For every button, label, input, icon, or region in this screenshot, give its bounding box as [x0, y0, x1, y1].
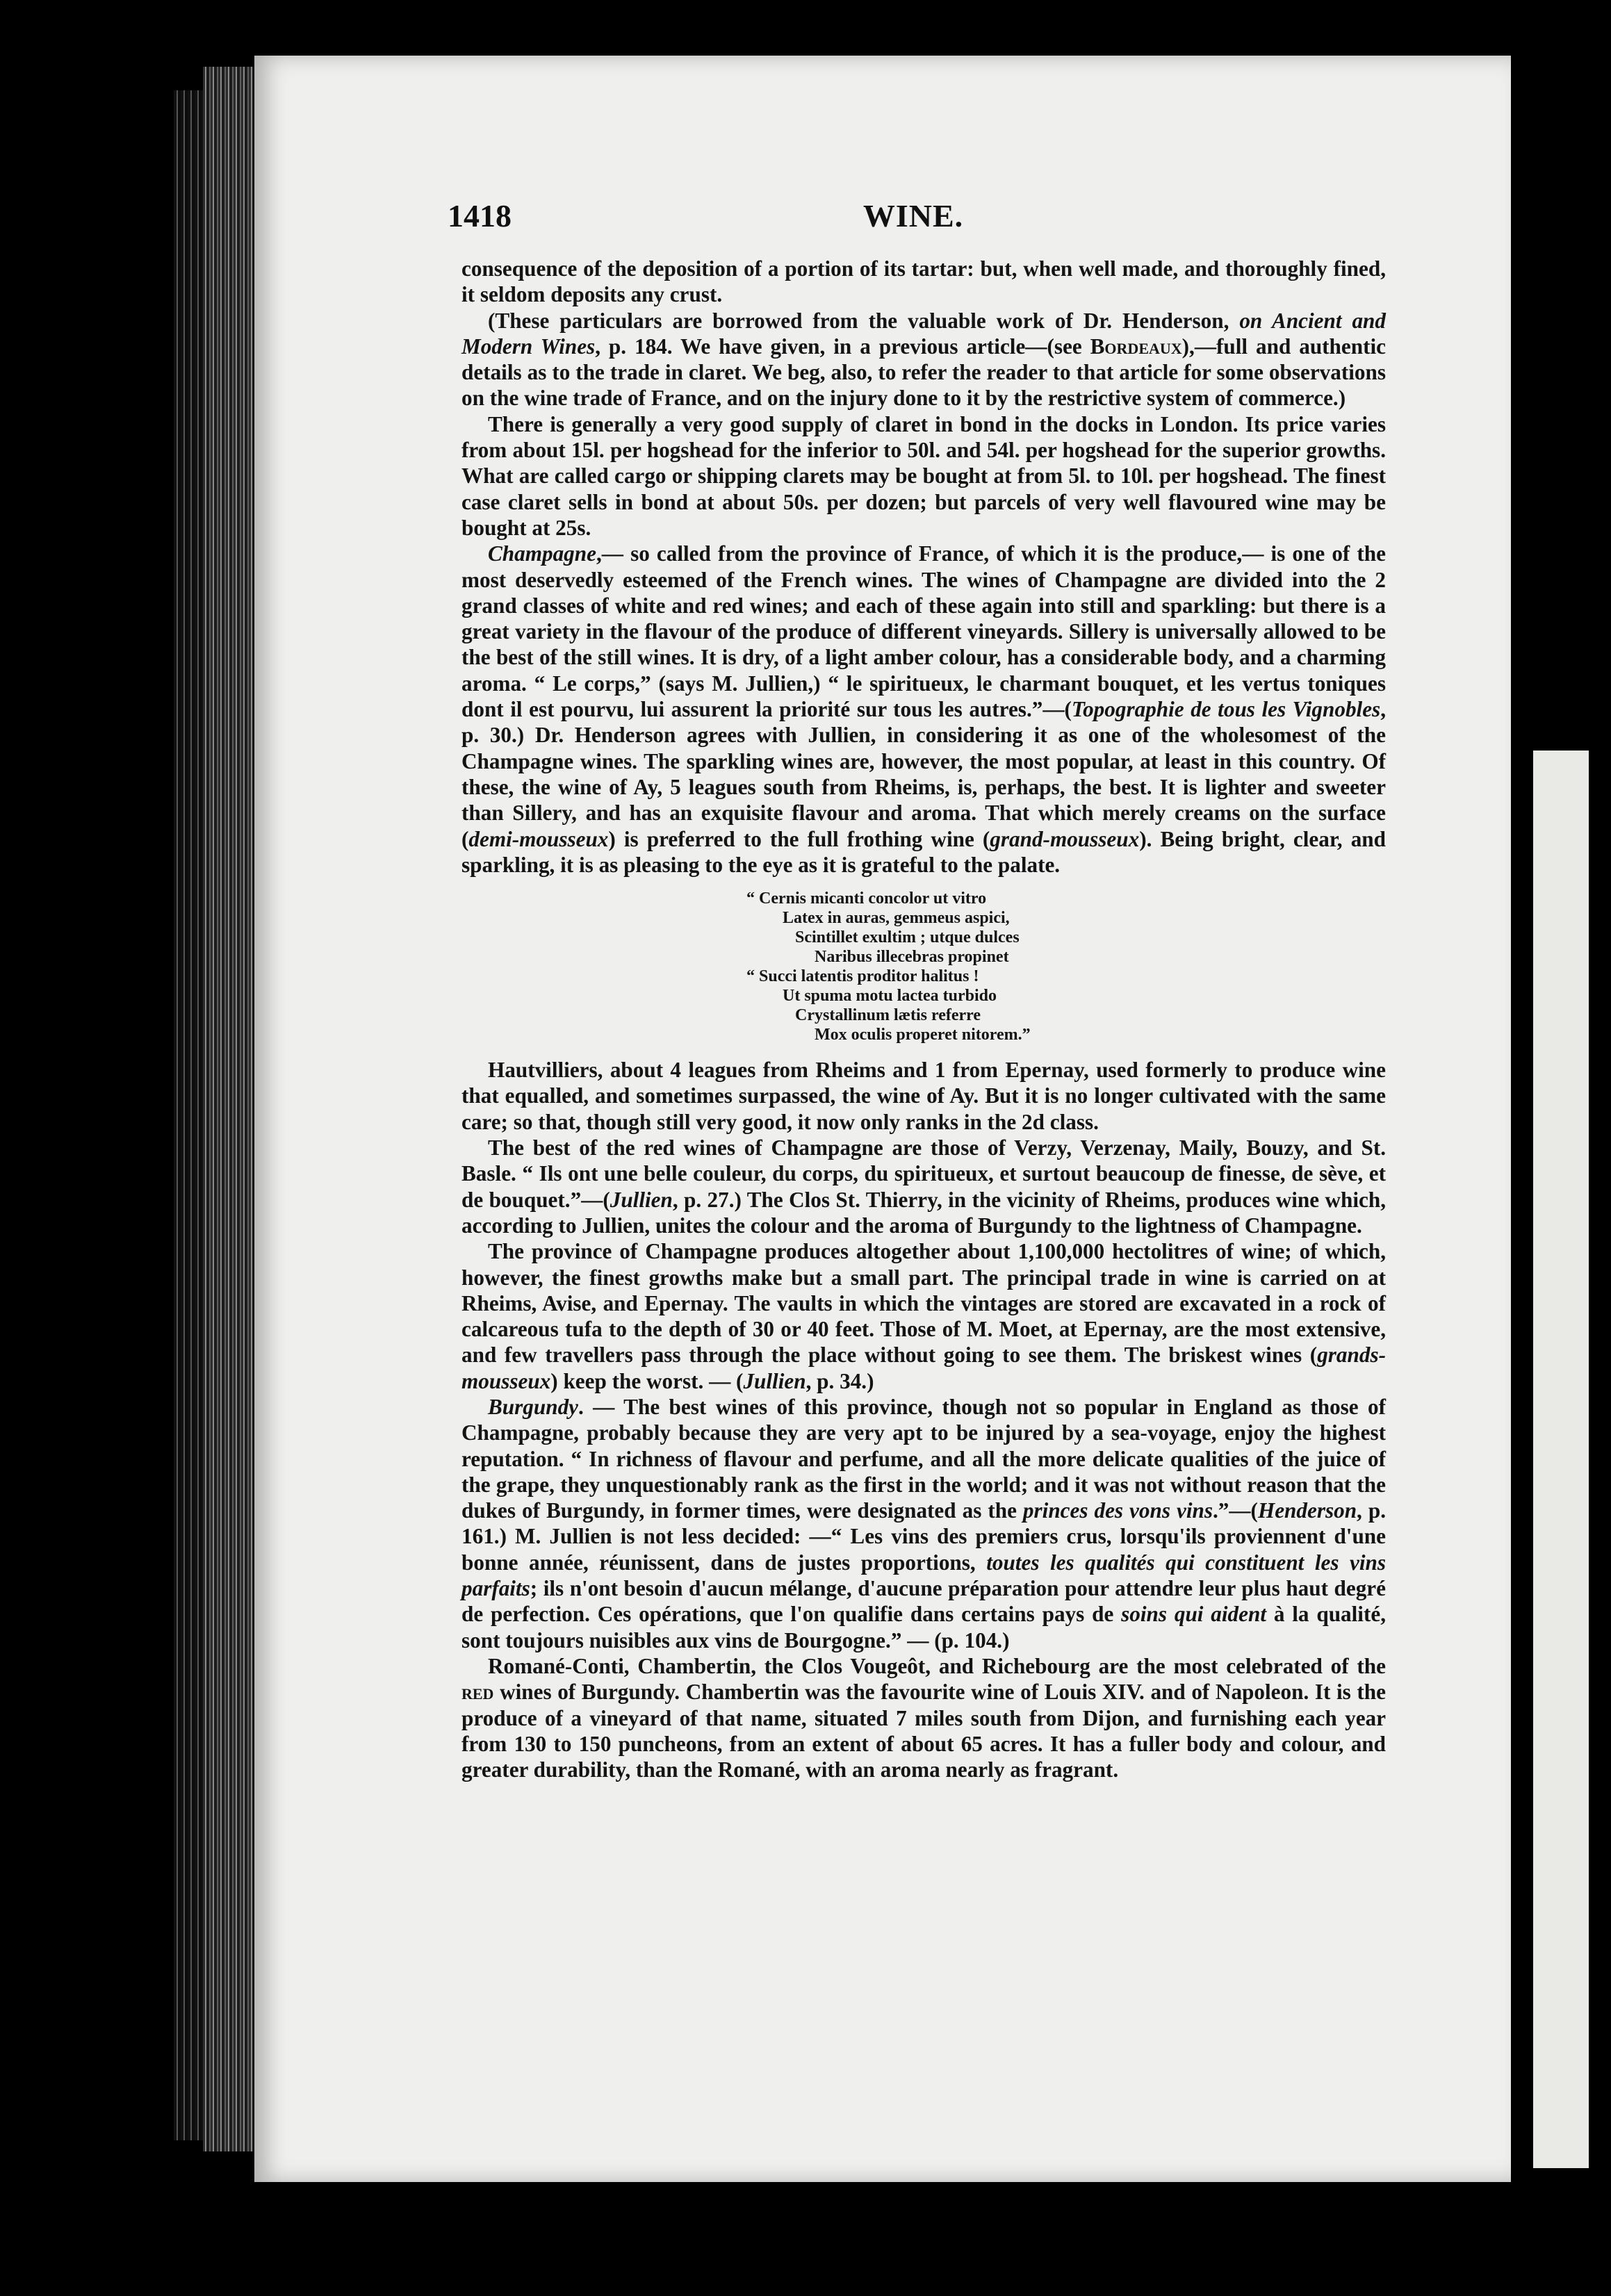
verse-line: Latex in auras, gemmeus aspici,: [783, 909, 1010, 928]
verse-line: Crystallinum lætis referre: [795, 1006, 981, 1025]
page-edges: [203, 67, 253, 2151]
paragraph: The province of Champagne produces altogether about 1,100,000 hectolitres of wine; of which, however, the finest growths make but a small part. The principal trade in wine is carried on at Rheims, Avise, and Epernay. The vaults in which the vintages are stored are excavated in a rock of calcareous tufa to the depth of 30 or 40 feet. Those of M. Moet, at Epernay, are the most extensive, and few travellers pass through the place without going to see them. The briskest wines (grands-mousseux) keep the worst. — (Jullien, p. 34.): [461, 1239, 1386, 1393]
body-text: [461, 256, 1386, 1782]
verse-line: Mox oculis properet nitorem.”: [815, 1026, 1031, 1044]
page-header: [448, 188, 1379, 243]
verse-line: Naribus illecebras propinet: [815, 948, 1009, 967]
paragraph: There is generally a very good supply of claret in bond in the docks in London. Its price varies from about 15l. per hogshead for the inferior to 50l. and 54l. per hogshead for the superior growths. What are called cargo or shipping clarets may be bought at from 5l. to 10l. per hogshead. The finest case claret sells in bond at about 50s. per dozen; but parcels of very well flavoured wine may be bought at 25s.: [461, 411, 1386, 540]
paragraph: Champagne,— so called from the province of France, of which it is the produce,— is one of the most deservedly esteemed of the French wines. The wines of Champagne are divided into the 2 grand classes of white and red wines; and each of these again into still and sparkling: but there is a great variety in the flavour of the produce of different vineyards. Sillery is universally allowed to be the best of the still wines. It is dry, of a light amber colour, has a considerable body, and a charming aroma. “ Le corps,” (says M. Jullien,) “ le spiritueux, le charmant bouquet, et les vertus toniques dont il est pourvu, lui assurent la priorité sur tous les autres.”—(Topographie de tous les Vignobles, p. 30.) Dr. Henderson agrees with Jullien, in considering it as one of the wholesomest of the Champagne wines. The sparkling wines are, however, the most popular, at least in this country. Of these, the wine of Ay, 5 leagues south from Rheims, is, perhaps, the best. It is lighter and sweeter than Sillery, and has an exquisite flavour and aroma. That which merely creams on the surface (demi-mousseux) is preferred to the full frothing wine (grand-mousseux). Being bright, clear, and sparkling, it is as pleasing to the eye as it is grateful to the palate.: [461, 541, 1386, 877]
page-edges-outer: [174, 90, 203, 2140]
paragraph: consequence of the deposition of a portion of its tartar: but, when well made, and thoroughly fined, it seldom deposits any crust.: [461, 256, 1386, 307]
paragraph: (These particulars are borrowed from the valuable work of Dr. Henderson, on Ancient and Modern Wines, p. 184. We have given, in a previous article—(see Bordeaux),—full and authentic details as to the trade in claret. We beg, also, to refer the reader to that article for some observations on the wine trade of France, and on the injury done to it by the restrictive system of commerce.): [461, 308, 1386, 411]
verse-line: Scintillet exultim ; utque dulces: [795, 928, 1020, 947]
facing-page-edge: [1533, 751, 1589, 2168]
verse-quotation: [746, 889, 1386, 1044]
verse-line: Ut spuma motu lactea turbido: [783, 987, 997, 1006]
paragraph: Hautvilliers, about 4 leagues from Rheims and 1 from Epernay, used formerly to produce wine that equalled, and sometimes surpassed, the wine of Ay. But it is no longer cultivated with the same care; so that, though still very good, it now only ranks in the 2d class.: [461, 1058, 1386, 1134]
page-number: 1418: [448, 198, 512, 233]
paragraph: Romané-Conti, Chambertin, the Clos Vougeôt, and Richebourg are the most celebrated of the red wines of Burgundy. Chambertin was the favourite wine of Louis XIV. and of Napoleon. It is the produce of a vineyard of that name, situated 7 miles south from Dijon, and furnishing each year from 130 to 150 puncheons, from an extent of about 65 acres. It has a fuller body and colour, and greater durability, than the Romané, with an aroma nearly as fragrant.: [461, 1653, 1386, 1782]
paragraph: Burgundy. — The best wines of this province, though not so popular in England as those of Champagne, probably because they are very apt to be injured by a sea-voyage, enjoy the highest reputation. “ In richness of flavour and perfume, and all the more delicate qualities of the juice of the grape, they unquestionably rank as the first in the world; and it was not without reason that the dukes of Burgundy, in former times, were designated as the princes des vons vins.”—(Henderson, p. 161.) M. Jullien is not less decided: —“ Les vins des premiers crus, lorsqu'ils proviennent d'une bonne année, réunissent, dans de justes proportions, toutes les qualités qui constituent les vins parfaits; ils n'ont besoin d'aucun mélange, d'aucune préparation pour attendre leur plus haut degré de perfection. Ces opérations, que l'on qualifie dans certains pays de soins qui aident à la qualité, sont toujours nuisibles aux vins de Bourgogne.” — (p. 104.): [461, 1394, 1386, 1653]
paragraph: The best of the red wines of Champagne are those of Verzy, Verzenay, Maily, Bouzy, and St. Basle. “ Ils ont une belle couleur, du corps, du spiritueux, et surtout beaucoup de finesse, de sève, et de bouquet.”—(Jullien, p. 27.) The Clos St. Thierry, in the vicinity of Rheims, produces wine which, according to Jullien, unites the colour and the aroma of Burgundy to the lightness of Champagne.: [461, 1135, 1386, 1238]
running-title: WINE.: [862, 198, 964, 233]
verse-line: “ Cernis micanti concolor ut vitro: [746, 889, 987, 908]
verse-line: “ Succi latentis proditor halitus !: [746, 967, 979, 986]
